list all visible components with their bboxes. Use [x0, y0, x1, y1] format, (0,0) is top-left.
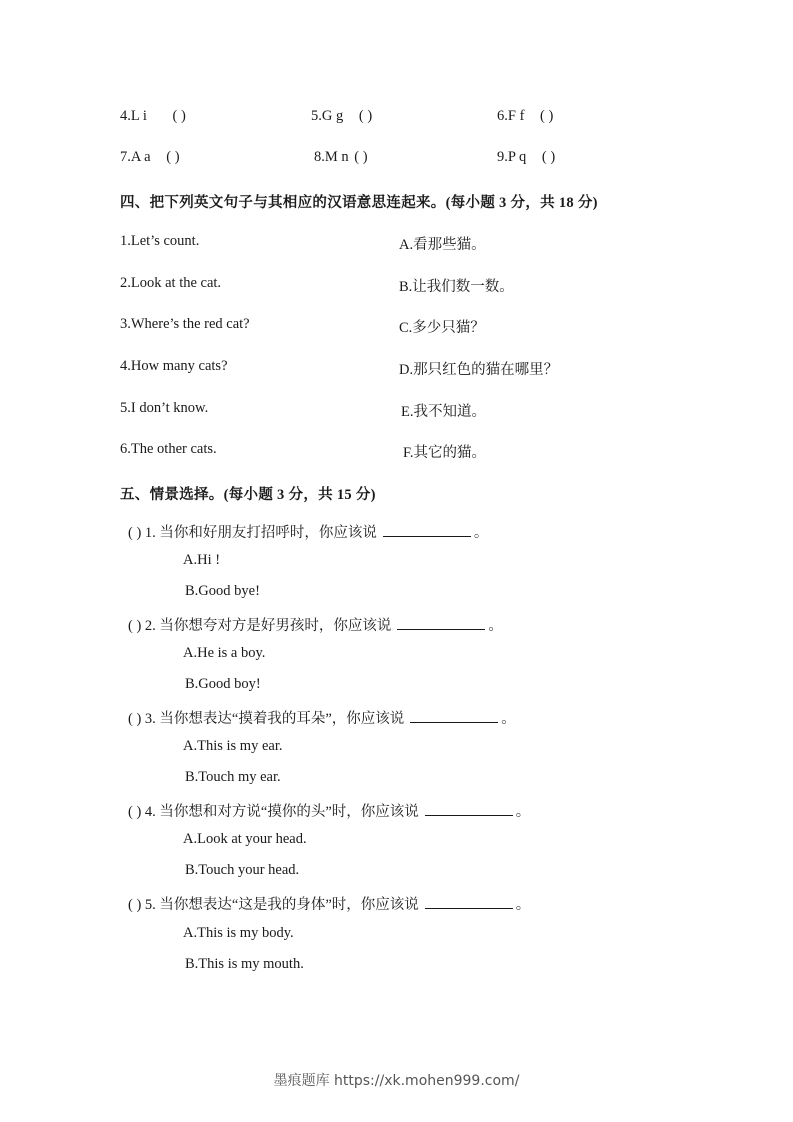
question-end: 。	[488, 618, 503, 634]
letter-item-8	[314, 149, 368, 166]
chinese-meaning-f: F.其它的猫。	[403, 445, 487, 461]
option-5a: A.This is my body.	[183, 925, 294, 941]
question-prompt: 5. 当你想表达“这是我的身体”时，你应该说	[144, 897, 419, 913]
section5-title: 五、情景选择。(每小题 3 分，共 15 分)	[120, 487, 376, 503]
question-prompt: 1. 当你和好朋友打招呼时，你应该说	[144, 525, 377, 541]
answer-paren[interactable]: ( )	[128, 618, 142, 634]
question-end: 。	[473, 525, 489, 541]
answer-paren[interactable]: ( )	[128, 711, 142, 727]
letter-item-7	[120, 149, 180, 166]
question-4	[128, 800, 530, 821]
english-sentence-5: 5.I don’t know.	[120, 400, 209, 416]
question-prompt: 4. 当你想和对方说“摸你的头”时，你应该说	[144, 804, 419, 820]
option-4a: A.Look at your head.	[183, 831, 307, 847]
letter-pair: 9.P q	[497, 149, 527, 165]
letter-pair: 7.A a	[120, 149, 151, 165]
section4-title: 四、把下列英文句子与其相应的汉语意思连起来。(每小题 3 分，共 18 分)	[120, 195, 598, 211]
english-sentence-2: 2.Look at the cat.	[120, 275, 222, 291]
english-sentence-3: 3.Where’s the red cat?	[120, 316, 250, 332]
question-3	[128, 707, 516, 728]
answer-paren[interactable]: ( )	[358, 108, 373, 124]
letter-item-6	[497, 108, 553, 125]
answer-paren[interactable]: ( )	[354, 149, 368, 165]
english-sentence-6: 6.The other cats.	[120, 441, 217, 457]
question-end: 。	[501, 711, 516, 727]
question-prompt: 3. 当你想表达“摸着我的耳朵”，你应该说	[144, 711, 405, 727]
letter-pair: 6.F f	[497, 108, 525, 124]
question-prompt: 2. 当你想夸对方是好男孩时，你应该说	[144, 618, 392, 634]
footer-watermark: 墨痕题库 https://xk.mohen999.com/	[273, 1073, 520, 1089]
letter-item-4	[120, 108, 186, 125]
letter-pair: 5.G g	[311, 108, 344, 124]
chinese-meaning-b: B.让我们数一数。	[399, 279, 514, 295]
option-1b: B.Good bye!	[185, 583, 260, 599]
option-4b: B.Touch your head.	[185, 862, 300, 878]
letter-item-9	[497, 149, 555, 166]
answer-blank[interactable]	[425, 814, 513, 816]
option-3a: A.This is my ear.	[183, 738, 283, 754]
answer-paren[interactable]: ( )	[540, 108, 554, 124]
chinese-meaning-d: D.那只红色的猫在哪里？	[399, 362, 559, 378]
letter-pair: 4.L i	[120, 108, 147, 124]
answer-paren[interactable]: ( )	[172, 108, 186, 124]
answer-paren[interactable]: ( )	[128, 804, 142, 820]
option-5b: B.This is my mouth.	[185, 956, 304, 972]
chinese-meaning-c: C.多少只猫？	[399, 320, 485, 336]
answer-blank[interactable]	[397, 628, 485, 630]
answer-blank[interactable]	[425, 907, 513, 909]
answer-paren[interactable]: ( )	[541, 149, 556, 165]
answer-paren[interactable]: ( )	[128, 525, 142, 541]
question-5	[128, 893, 530, 914]
option-2a: A.He is a boy.	[183, 645, 266, 661]
answer-blank[interactable]	[383, 535, 471, 537]
answer-blank[interactable]	[410, 721, 498, 723]
option-1a: A.Hi !	[183, 552, 221, 568]
question-2	[128, 614, 503, 635]
chinese-meaning-a: A.看那些猫。	[399, 237, 486, 253]
option-2b: B.Good boy!	[185, 676, 261, 692]
option-3b: B.Touch my ear.	[185, 769, 281, 785]
answer-paren[interactable]: ( )	[166, 149, 180, 165]
letter-item-5	[311, 108, 372, 125]
answer-paren[interactable]: ( )	[128, 897, 142, 913]
question-end: 。	[515, 897, 531, 913]
question-1	[128, 521, 488, 542]
english-sentence-4: 4.How many cats?	[120, 358, 228, 374]
chinese-meaning-e: E.我不知道。	[401, 404, 486, 420]
english-sentence-1: 1.Let’s count.	[120, 233, 200, 249]
question-end: 。	[515, 804, 531, 820]
letter-pair: 8.M n	[314, 149, 349, 165]
